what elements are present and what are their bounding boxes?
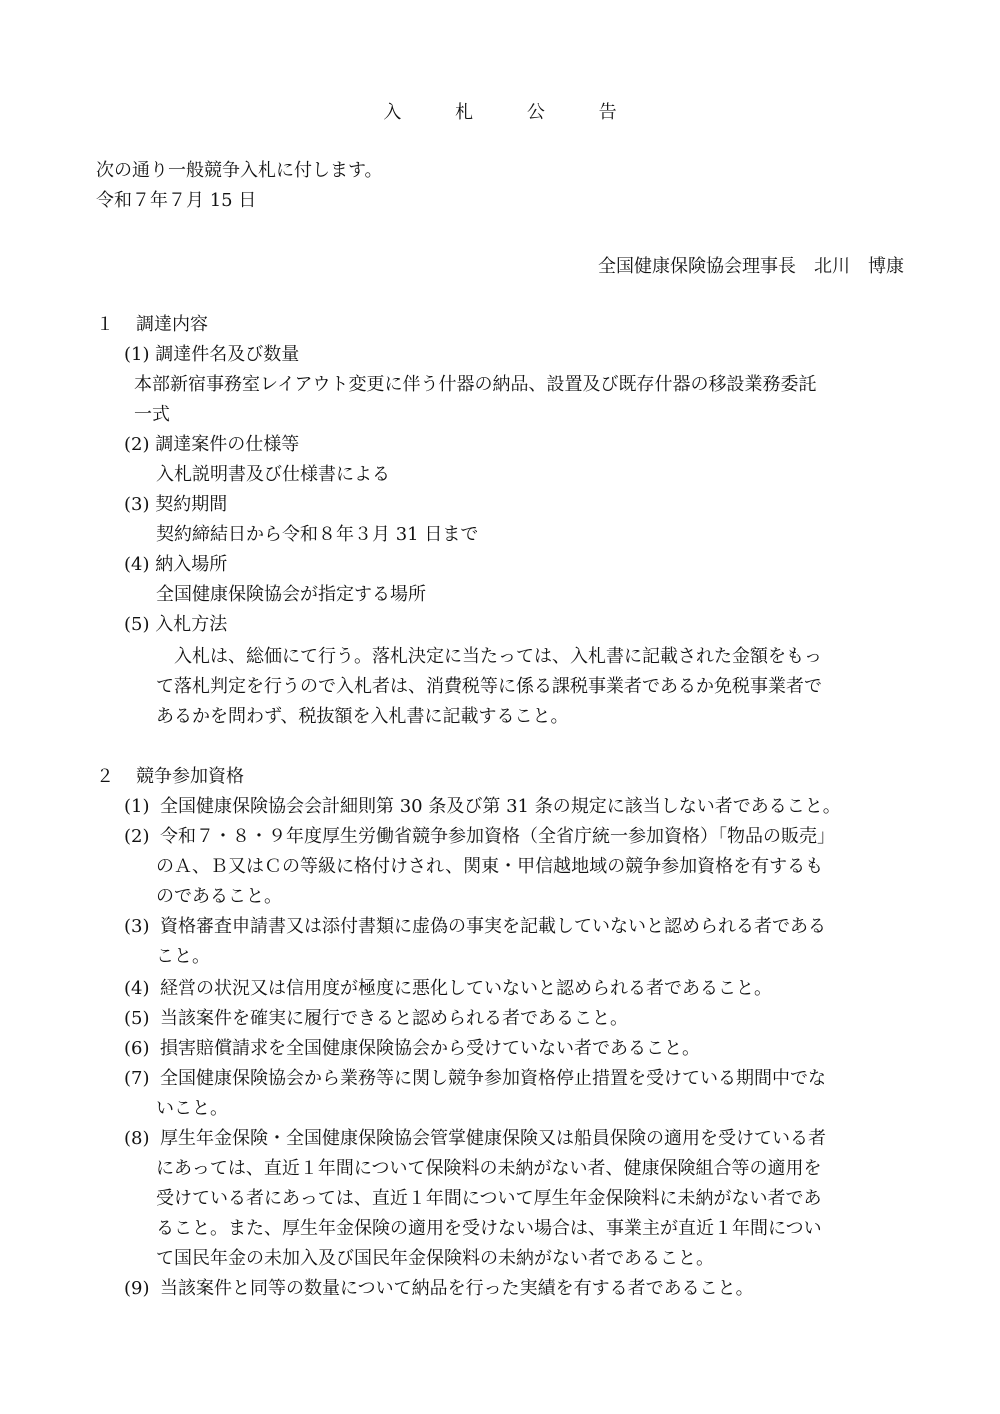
s2-item-4-line-1: 経営の状況又は信用度が極度に悪化していないと認められる者であること。 [160, 978, 772, 999]
section-2-number: ２ [96, 766, 114, 787]
s2-item-8-line-1: 厚生年金保険・全国健康保険協会管掌健康保険又は船員保険の適用を受けている者 [160, 1128, 826, 1149]
section-1-heading [96, 314, 208, 336]
issuer-name: 全国健康保険協会理事長 北川 博康 [598, 256, 904, 277]
s2-item-9-line-1: 当該案件と同等の数量について納品を行った実績を有する者であること。 [160, 1278, 754, 1299]
section-2-title: 競争参加資格 [136, 766, 244, 787]
s2-item-2-label: (2) [124, 826, 150, 847]
s2-item-4-label: (4) [124, 978, 150, 999]
s2-item-3-line-1: 資格審査申請書又は添付書類に虚偽の事実を記載していないと認められる者である [160, 916, 826, 937]
section-1-title: 調達内容 [136, 314, 208, 335]
s2-item-7-line-1: 全国健康保険協会から業務等に関し競争参加資格停止措置を受けている期間中でな [160, 1068, 826, 1089]
s2-item-5-line-1: 当該案件を確実に履行できると認められる者であること。 [160, 1008, 628, 1029]
s2-item-3-label: (3) [124, 916, 150, 937]
s1-item-4-line-1: 全国健康保険協会が指定する場所 [156, 584, 426, 605]
s1-item-5-line-2: て落札判定を行うので入札者は、消費税等に係る課税事業者であるか免税事業者で [156, 676, 822, 697]
s2-item-2-line-3: のであること。 [156, 886, 282, 907]
s1-item-5-label: (5) 入札方法 [124, 614, 228, 635]
s1-item-2-label: (2) 調達案件の仕様等 [124, 434, 300, 455]
s2-item-2-line-2: のＡ、Ｂ又はＣの等級に格付けされ、関東・甲信越地域の競争参加資格を有するも [156, 856, 824, 877]
s2-item-2-line-1: 令和７・８・９年度厚生労働省競争参加資格（全省庁統一参加資格）「物品の販売」 [160, 826, 835, 847]
s1-item-2-line-1: 入札説明書及び仕様書による [156, 464, 390, 485]
s1-item-1-line-2: 一式 [134, 404, 170, 425]
s1-item-5-line-3: あるかを問わず、税抜額を入札書に記載すること。 [156, 706, 569, 727]
section-1-number: １ [96, 314, 114, 335]
s2-item-8-line-2: にあっては、直近１年間について保険料の未納がない者、健康保険組合等の適用を [156, 1158, 822, 1179]
notice-date: 令和７年７月 15 日 [96, 190, 257, 211]
s2-item-1-line-1: 全国健康保険協会会計細則第 30 条及び第 31 条の規定に該当しない者であること。 [160, 796, 841, 817]
s2-item-7-label: (7) [124, 1068, 150, 1089]
s1-item-3-line-1: 契約締結日から令和８年３月 31 日まで [156, 524, 479, 545]
s2-item-3-line-2: こと。 [156, 946, 210, 967]
s2-item-7-line-2: いこと。 [156, 1098, 228, 1119]
document-title: 入 札 公 告 [383, 102, 641, 123]
s2-item-5-label: (5) [124, 1008, 150, 1029]
s1-item-1-label: (1) 調達件名及び数量 [124, 344, 300, 365]
s2-item-6-line-1: 損害賠償請求を全国健康保険協会から受けていない者であること。 [160, 1038, 700, 1059]
intro-statement: 次の通り一般競争入札に付します。 [96, 160, 383, 181]
section-2-heading [96, 766, 244, 788]
s1-item-5-line-1: 入札は、総価にて行う。落札決定に当たっては、入札書に記載された金額をもっ [156, 646, 822, 667]
s2-item-8-line-5: て国民年金の未加入及び国民年金保険料の未納がない者であること。 [156, 1248, 714, 1269]
s1-item-3-label: (3) 契約期間 [124, 494, 228, 515]
s2-item-1-label: (1) [124, 796, 150, 817]
s1-item-4-label: (4) 納入場所 [124, 554, 228, 575]
s2-item-6-label: (6) [124, 1038, 150, 1059]
s1-item-1-line-1: 本部新宿事務室レイアウト変更に伴う什器の納品、設置及び既存什器の移設業務委託 [134, 374, 817, 395]
s2-item-9-label: (9) [124, 1278, 150, 1299]
s2-item-8-line-3: 受けている者にあっては、直近１年間について厚生年金保険料に未納がない者であ [156, 1188, 822, 1209]
s2-item-8-label: (8) [124, 1128, 150, 1149]
s2-item-8-line-4: ること。また、厚生年金保険の適用を受けない場合は、事業主が直近１年間につい [156, 1218, 822, 1239]
